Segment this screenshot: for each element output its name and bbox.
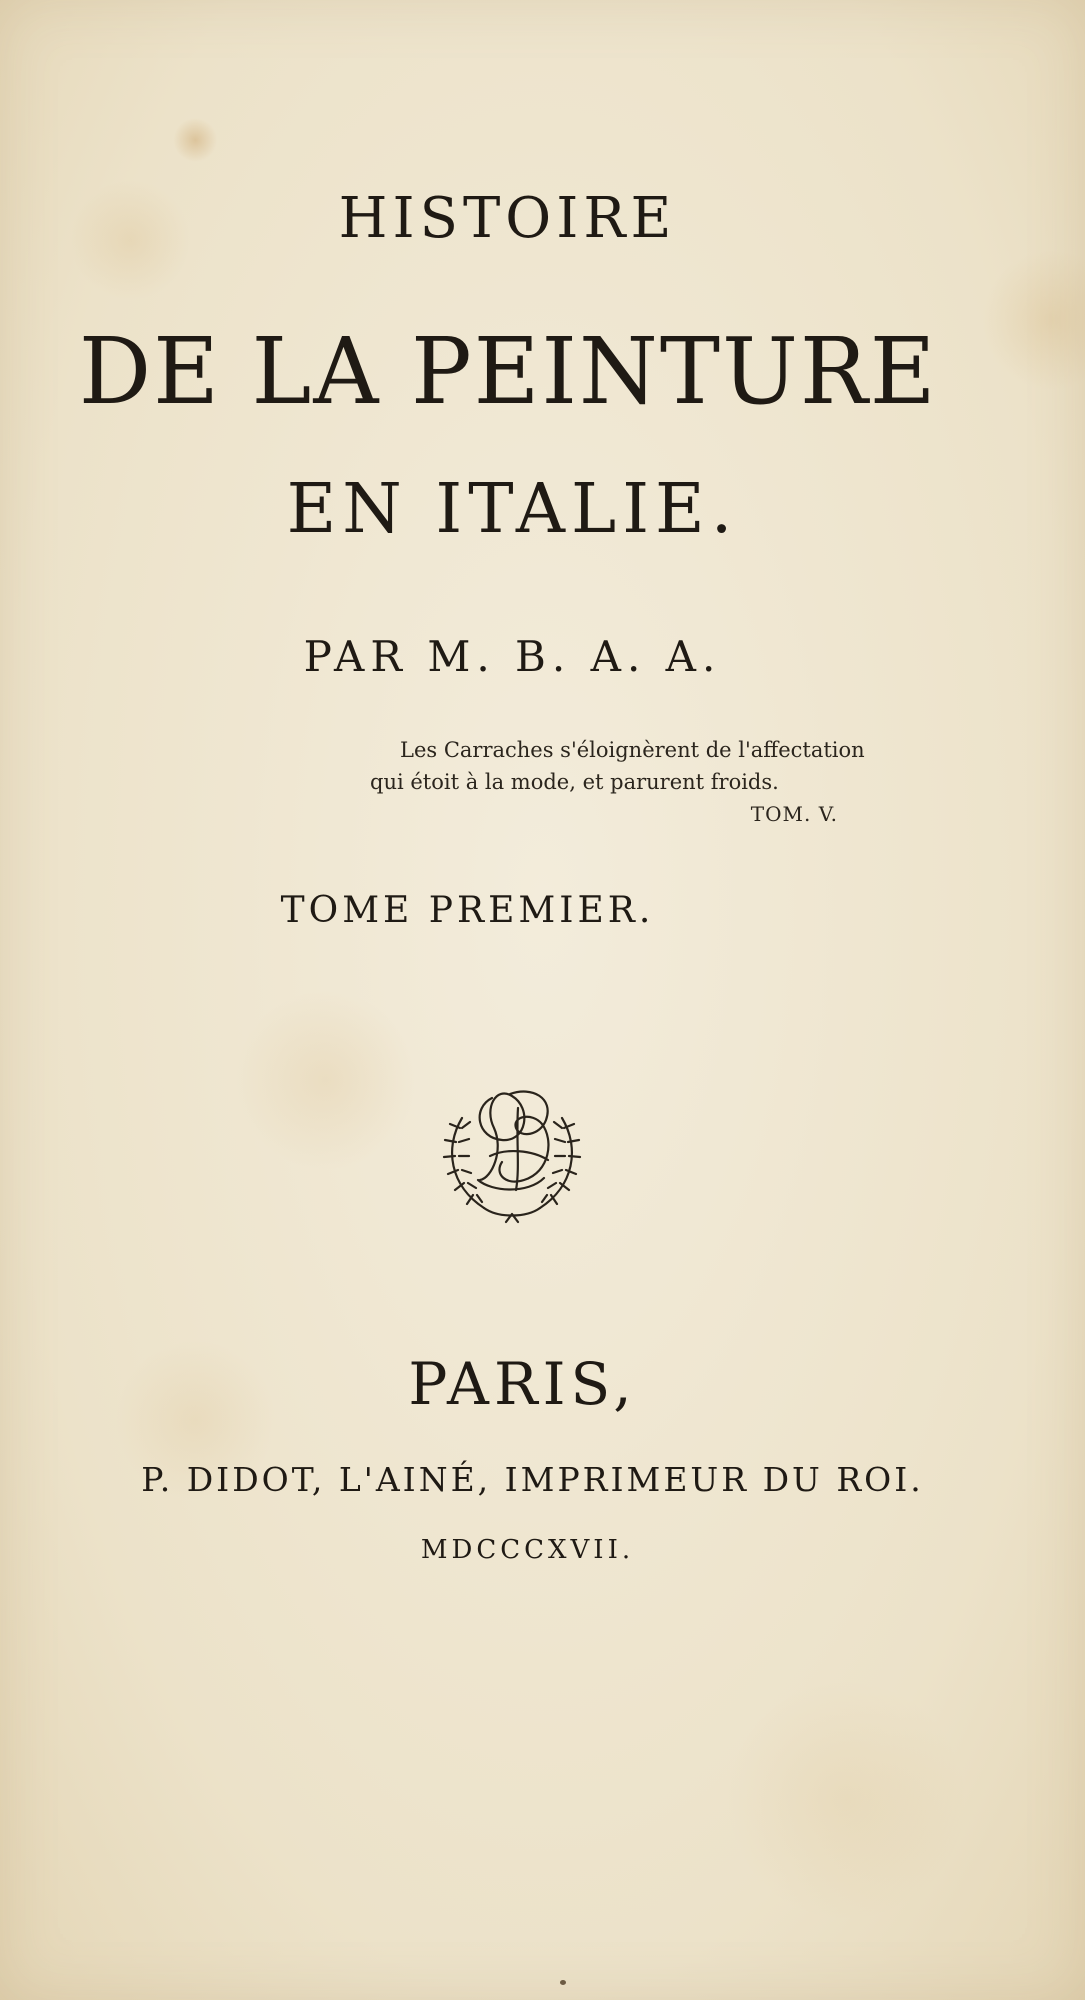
ink-dot <box>560 1980 566 1985</box>
epigraph <box>370 734 870 830</box>
title-line-italie: EN ITALIE. <box>286 470 739 549</box>
epigraph-attribution: TOM. V. <box>750 802 838 826</box>
epigraph-line-2: qui étoit à la mode, et parurent froids. <box>370 770 779 794</box>
city-line: PARIS, <box>408 1350 637 1418</box>
title-line-histoire: HISTOIRE <box>338 186 677 251</box>
monogram-wreath-icon <box>432 1068 592 1228</box>
author-line: PAR M. B. A. A. <box>303 632 722 681</box>
volume-line: TOME PREMIER. <box>280 890 655 931</box>
epigraph-line-1: Les Carraches s'éloignèrent de l'affectation <box>400 738 865 762</box>
printer-line: P. DIDOT, L'AINÉ, IMPRIMEUR DU ROI. <box>141 1460 924 1499</box>
year-line: MDCCCXVII. <box>420 1535 635 1565</box>
title-line-main: DE LA PEINTURE <box>78 318 938 425</box>
